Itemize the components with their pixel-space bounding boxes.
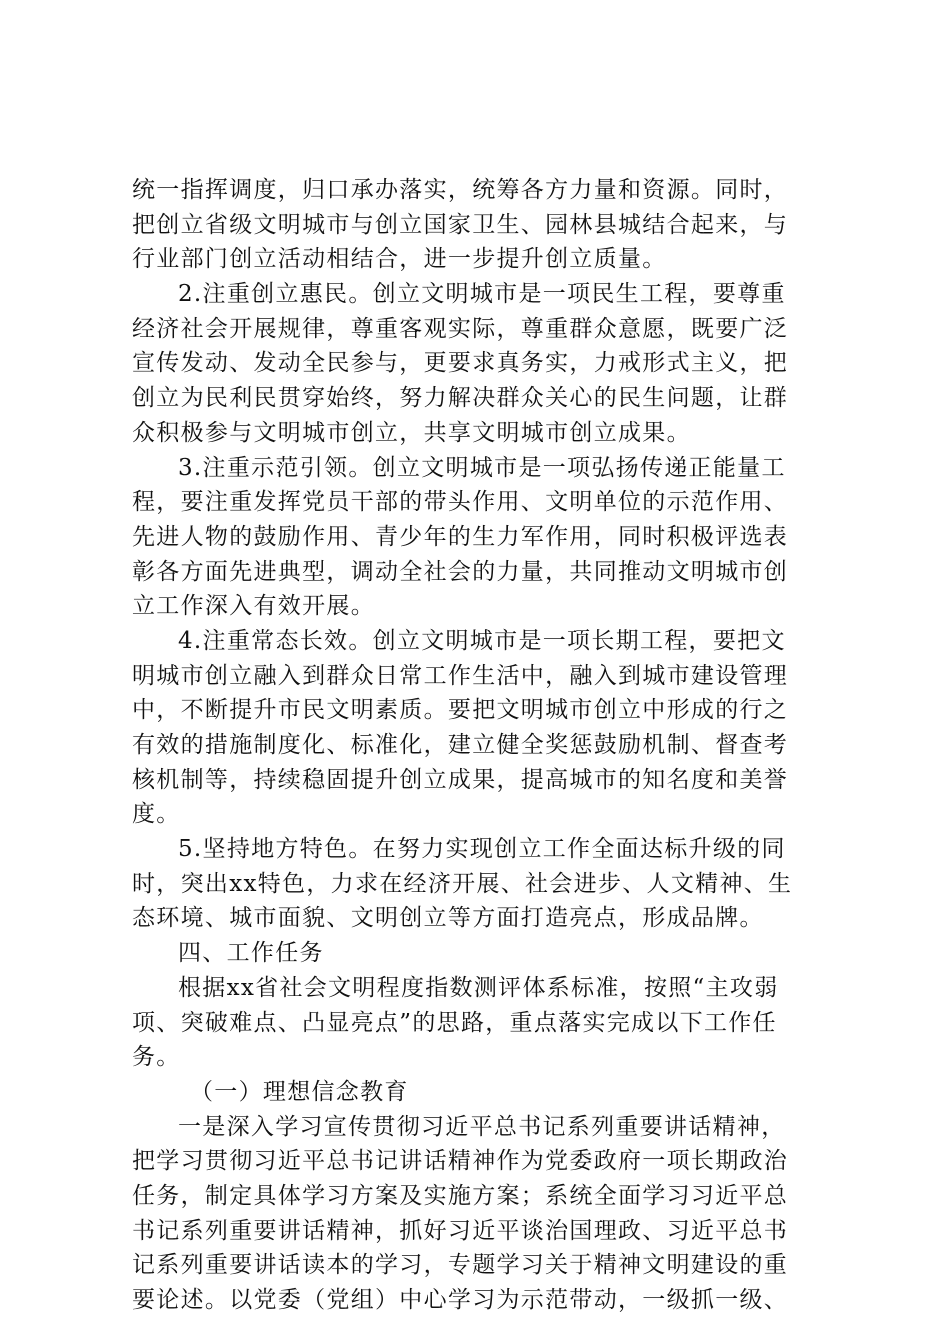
text-line: 统一指挥调度，归口承办落实，统筹各方力量和资源。同时， [132, 177, 789, 203]
paragraph-start-line: 3.注重示范引领。创立文明城市是一项弘扬传递正能量工 [178, 454, 786, 481]
text-line: 核机制等，持续稳固提升创立成果，提高城市的知名度和美誉 [132, 766, 789, 793]
paragraph-start-line: 5.坚持地方特色。在努力实现创立工作全面达标升级的同 [178, 836, 786, 863]
paragraph-start-line: 4.注重常态长效。创立文明城市是一项长期工程，要把文 [178, 627, 786, 654]
text-line: 态环境、城市面貌、文明创立等方面打造亮点，形成品牌。 [132, 905, 764, 932]
paragraph-start-line: 2.注重创立惠民。创立文明城市是一项民生工程，要尊重 [178, 281, 786, 308]
text-line: 行业部门创立活动相结合，进一步提升创立质量。 [132, 246, 667, 273]
text-line: 中，不断提升市民文明素质。要把文明城市创立中形成的行之 [132, 697, 789, 724]
text-line: 立工作深入有效开展。 [132, 593, 375, 620]
paragraph-start-line: 一是深入学习宣传贯彻习近平总书记系列重要讲话精神， [178, 1113, 786, 1140]
text-line: 众积极参与文明城市创立，共享文明城市创立成果。 [132, 419, 691, 446]
text-line: 务。 [132, 1044, 181, 1071]
text-line: 项、突破难点、凸显亮点”的思路，重点落实完成以下工作任 [132, 1009, 777, 1036]
text-line: 把创立省级文明城市与创立国家卫生、园林县城结合起来，与 [132, 211, 789, 238]
text-line: 宣传发动、发动全民参与，更要求真务实，力戒形式主义，把 [132, 350, 789, 377]
text-line: 经济社会开展规律，尊重客观实际，尊重群众意愿，既要广泛 [132, 315, 789, 342]
text-line: 有效的措施制度化、标准化，建立健全奖惩鼓励机制、督查考 [132, 732, 789, 758]
text-line: 程，要注重发挥党员干部的带头作用、文明单位的示范作用、 [132, 489, 789, 516]
text-line: 时，突出xx特色，力求在经济开展、社会进步、人文精神、生 [132, 870, 793, 897]
text-line: 明城市创立融入到群众日常工作生活中，融入到城市建设管理 [132, 662, 789, 689]
text-line: 记系列重要讲话读本的学习，专题学习关于精神文明建设的重 [132, 1252, 789, 1279]
text-line: 先进人物的鼓励作用、青少年的生力军作用，同时积极评选表 [132, 523, 789, 550]
text-line: 度。 [132, 801, 181, 828]
text-line: 把学习贯彻习近平总书记讲话精神作为党委政府一项长期政治 [132, 1148, 789, 1175]
text-line: 彰各方面先进典型，调动全社会的力量，共同推动文明城市创 [132, 558, 789, 585]
subsection-heading: （一）理想信念教育 [190, 1078, 409, 1105]
text-line: 创立为民利民贯穿始终，努力解决群众关心的民生问题，让群 [132, 385, 789, 412]
text-line: 任务，制定具体学习方案及实施方案；系统全面学习习近平总 [132, 1182, 789, 1209]
document-body [132, 173, 822, 1318]
text-line: 书记系列重要讲话精神，抓好习近平谈治国理政、习近平总书 [132, 1217, 789, 1244]
text-line: 要论述。以党委（党组）中心学习为示范带动，一级抓一级、 [132, 1287, 789, 1313]
section-heading: 四、工作任务 [178, 940, 324, 967]
paragraph-start-line: 根据xx省社会文明程度指数测评体系标准，按照“主攻弱 [178, 974, 779, 1001]
